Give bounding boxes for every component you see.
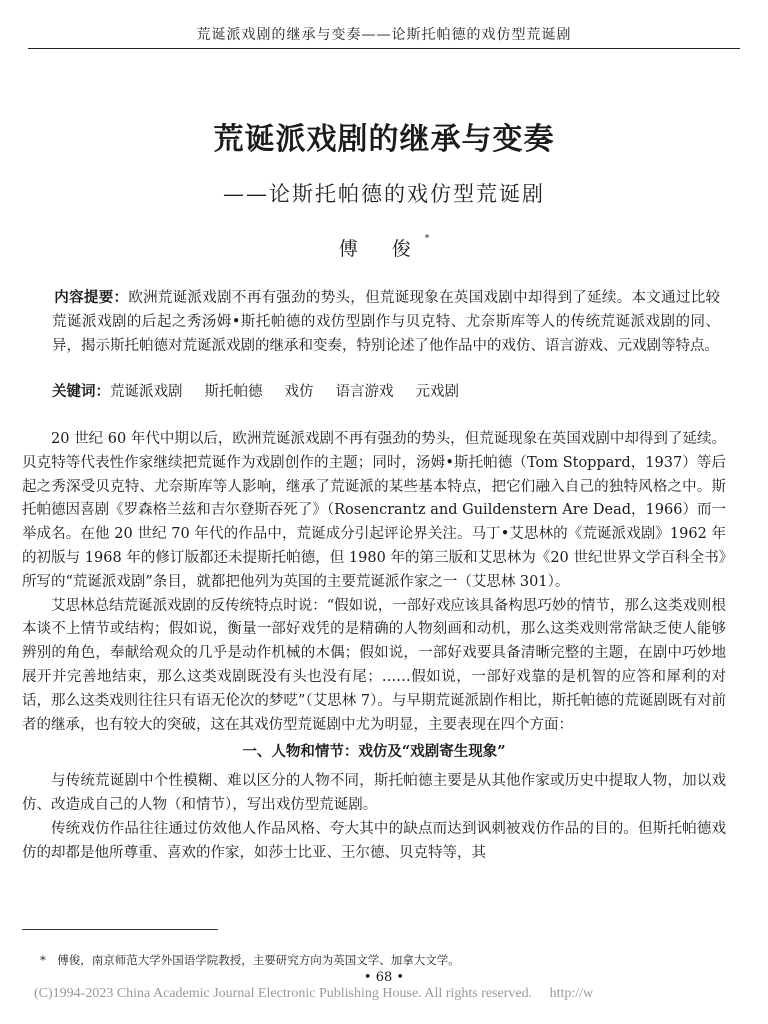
abstract-text: 欧洲荒诞派戏剧不再有强劲的势头，但荒诞现象在英国戏剧中却得到了延续。本文通过比较荒诞派戏剧的后起之秀汤姆•斯托帕德的戏仿型剧作与贝克特、尤奈斯库等人的传统荒诞派戏剧的同、异，揭示斯托帕德对荒诞派戏剧的继承和变奏，特别论述了他作品中的戏仿、语言游戏、元戏剧等特点。 [52,290,721,354]
section-heading: 一、人物和情节：戏仿及“戏剧寄生现象” [242,743,506,761]
keyword: 戏仿 [284,384,314,400]
keyword: 元戏剧 [415,384,459,400]
body-paragraph: 传统戏仿作品往往通过仿效他人作品风格、夸大其中的缺点而达到讽刺被戏仿作品的目的。但斯托帕德戏仿的却都是他所尊重、喜欢的作家，如莎士比亚、王尔德、贝克特等，其 [22,820,726,861]
keyword: 斯托帕德 [204,384,263,400]
body-paragraph: 20 世纪 60 年代中期以后，欧洲荒诞派戏剧不再有强劲的势头，但荒诞现象在英国戏剧中却得到了延续。贝克特等代表性作家继续把荒诞作为戏剧创作的主题；同时，汤姆•斯托帕德（Tom Stoppard，1937）等后起之秀深受贝克特、尤奈斯库等人影响，继承了荒诞派的某些基本特点，把它们融入自己的独特风格之中。斯托帕德因喜剧《罗森格兰兹和吉尔登斯吞死了》（Rosencrantz and Guildenstern Are Dead，1966）而一举成名。在他 20 世纪 70 年代的作品中，荒诞成分引起评论界关注。马丁•艾思林的《荒诞派戏剧》1962 年的初版与 1968 年的修订版都还未提斯托帕德，但 1980 年的第三版和艾思林为《20 世纪世界文学百科全书》所写的“荒诞派戏剧”条目，就都把他列为英国的主要荒诞派作家之一（艾思林 301）。 [22,431,726,590]
keyword: 语言游戏 [335,384,394,400]
author-name: 傅 俊 [338,238,425,260]
article-title: 荒诞派戏剧的继承与变奏 [213,122,555,157]
article-subtitle: ——论斯托帕德的戏仿型荒诞剧 [223,182,545,206]
keyword: 荒诞派戏剧 [110,384,183,400]
body-paragraph: 艾思林总结荒诞派戏剧的反传统特点时说：“假如说，一部好戏应该具备构思巧妙的情节，那么这类戏则根本谈不上情节或结构；假如说，衡量一部好戏凭的是精确的人物刻画和动机，那么这类戏则常常缺乏使人能够辨别的角色，奉献给观众的几乎是动作机械的木偶；假如说，一部好戏要具备清晰完整的主题，在剧中巧妙地展开并完善地结束，那么这类戏剧既没有头也没有尾；……假如说，一部好戏靠的是机智的应答和犀利的对话，那么这类戏则往往只有语无伦次的梦呓”（艾思林 7）。与早期荒诞派剧作相比，斯托帕德的荒诞剧既有对前者的继承，也有较大的突破，这在其戏仿型荒诞剧中尤为明显，主要表现在四个方面： [22,597,726,733]
keywords [52,382,720,402]
body-paragraph: 与传统荒诞剧中个性模糊、难以区分的人物不同，斯托帕德主要是从其他作家或历史中提取人物，加以戏仿、改造成自己的人物（和情节），写出戏仿型荒诞剧。 [22,773,726,813]
abstract-label: 内容提要： [54,289,129,306]
running-header: 荒诞派戏剧的继承与变奏——论斯托帕德的戏仿型荒诞剧 [196,27,572,43]
footnote: * 傅俊，南京师范大学外国语学院教授，主要研究方向为英国文学、加拿大文学。 [40,953,460,967]
footnote-rule [22,929,218,930]
author-line [0,234,768,261]
keywords-label: 关键词： [52,383,110,400]
author-footnote-mark: * [424,234,430,244]
page-number: • 68 • [363,970,405,985]
copyright-watermark: (C)1994-2023 China Academic Journal Electronic Publishing House. All rights reserved. http://w [34,986,594,1001]
abstract [52,286,720,358]
article-body [22,428,726,865]
header-rule [28,48,740,49]
